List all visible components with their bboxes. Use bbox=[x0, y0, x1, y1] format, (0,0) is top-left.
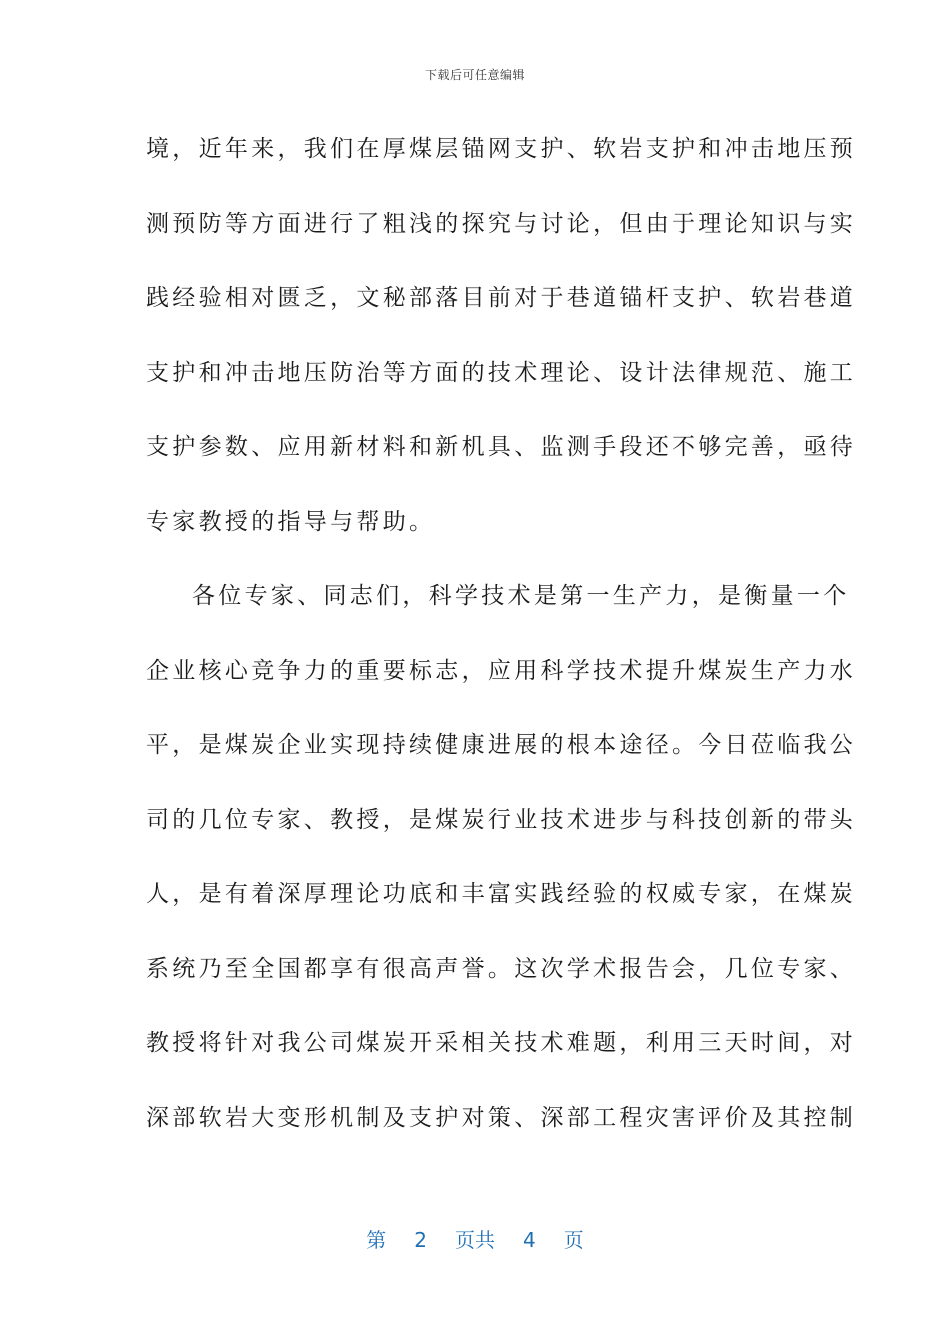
text-line: 人，是有着深厚理论功底和丰富实践经验的权威专家，在煤炭 bbox=[146, 881, 857, 907]
text-line: 企业核心竞争力的重要标志，应用科学技术提升煤炭生产力水 bbox=[146, 657, 857, 684]
paragraph-2 bbox=[146, 559, 857, 1155]
text-line: 专家教授的指导与帮助。 bbox=[146, 508, 436, 535]
footer-middle: 页共 bbox=[455, 1228, 495, 1252]
current-page-number: 2 bbox=[414, 1228, 427, 1252]
text-line: 践经验相对匮乏，文秘部落目前对于巷道锚杆支护、软岩巷道 bbox=[146, 285, 857, 311]
text-line: 测预防等方面进行了粗浅的探究与讨论，但由于理论知识与实 bbox=[146, 210, 857, 237]
footer-prefix: 第 bbox=[366, 1228, 387, 1252]
document-body bbox=[146, 112, 857, 1155]
page-footer bbox=[0, 1224, 950, 1253]
text-line: 深部软岩大变形机制及支护对策、深部工程灾害评价及其控制 bbox=[146, 1104, 857, 1131]
text-line: 系统乃至全国都享有很高声誉。这次学术报告会，几位专家、 bbox=[146, 955, 857, 982]
text-line: 平，是煤炭企业实现持续健康进展的根本途径。今日莅临我公 bbox=[146, 732, 857, 758]
text-line: 支护和冲击地压防治等方面的技术理论、设计法律规范、施工 bbox=[146, 359, 857, 386]
paragraph-1 bbox=[146, 112, 857, 559]
text-line: 各位专家、同志们，科学技术是第一生产力，是衡量一个 bbox=[192, 583, 850, 609]
text-line: 司的几位专家、教授，是煤炭行业技术进步与科技创新的带头 bbox=[146, 806, 857, 833]
text-line: 教授将针对我公司煤炭开采相关技术难题，利用三天时间，对 bbox=[146, 1030, 857, 1056]
footer-suffix: 页 bbox=[563, 1228, 584, 1252]
text-line: 支护参数、应用新材料和新机具、监测手段还不够完善，亟待 bbox=[146, 434, 857, 460]
page-header: 下载后可任意编辑 bbox=[424, 68, 525, 82]
total-pages-number: 4 bbox=[523, 1228, 536, 1252]
text-line: 境，近年来，我们在厚煤层锚网支护、软岩支护和冲击地压预 bbox=[146, 136, 857, 162]
